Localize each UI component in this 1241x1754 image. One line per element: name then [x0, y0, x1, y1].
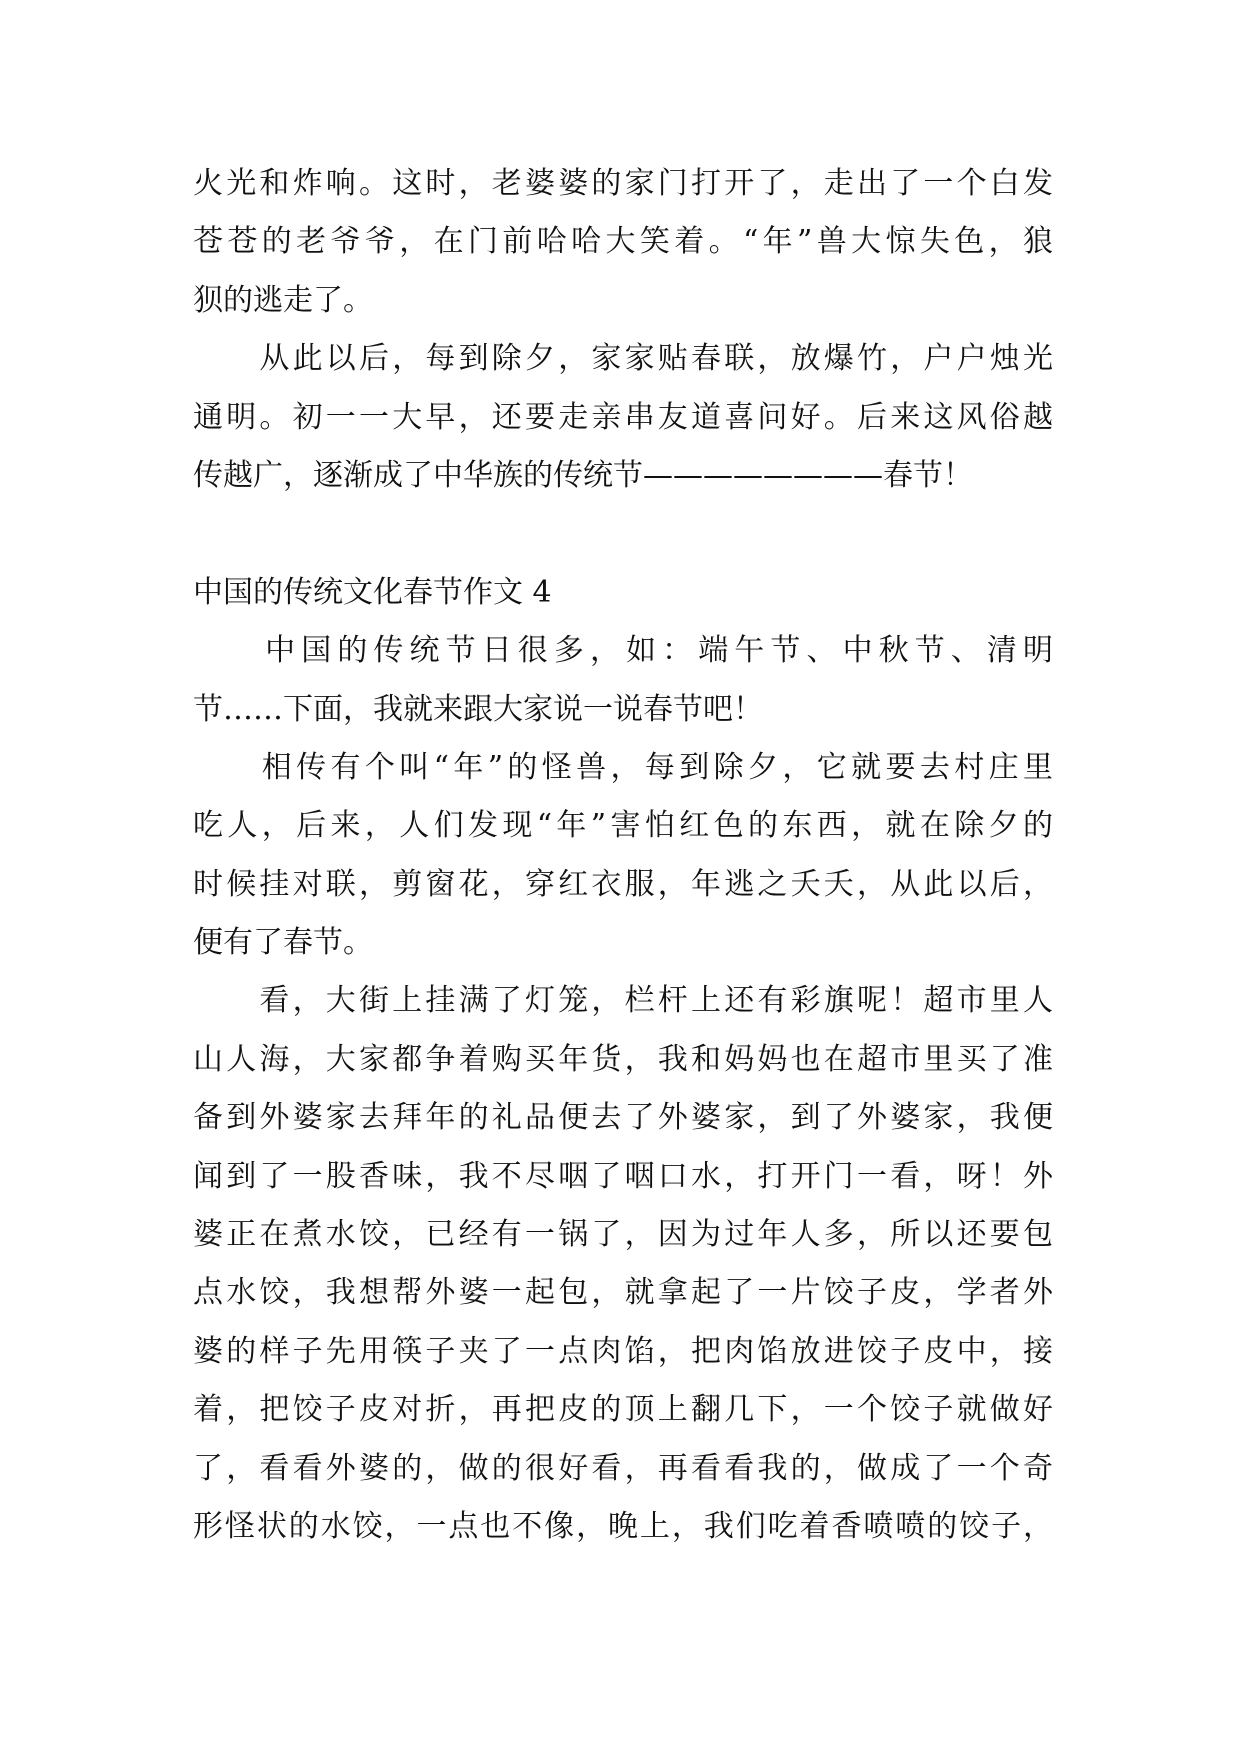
section-title — [193, 564, 1053, 622]
text-line: 节……下面，我就来跟大家说一说春节吧！ — [193, 691, 763, 727]
text-line: 点水饺，我想帮外婆一起包，就拿起了一片饺子皮，学者外 — [193, 1275, 1053, 1311]
text-line: 了，看看外婆的，做的很好看，再看看我的，做成了一个奇 — [193, 1450, 1053, 1486]
text-line: 从此以后，每到除夕，家家贴春联，放爆竹，户户烛光 — [193, 341, 1053, 377]
text-line: 苍苍的老爷爷，在门前哈哈大笑着。“年”兽大惊失色，狼 — [193, 224, 1053, 260]
text-line: 通明。初一一大早，还要走亲串友道喜问好。后来这风俗越 — [193, 399, 1053, 435]
text-line: 传越广，逐渐成了中华族的传统节————————春节！ — [193, 457, 973, 493]
text-line: 着，把饺子皮对折，再把皮的顶上翻几下，一个饺子就做好 — [193, 1392, 1053, 1428]
paragraph — [193, 155, 1053, 330]
text-line: 相传有个叫“年”的怪兽，每到除夕，它就要去村庄里 — [193, 749, 1053, 785]
blank-line — [193, 505, 1053, 563]
text-line: 山人海，大家都争着购买年货，我和妈妈也在超市里买了准 — [193, 1041, 1053, 1077]
text-line: 时候挂对联，剪窗花，穿红衣服，年逃之夭夭，从此以后， — [193, 866, 1053, 902]
text-line: 婆的样子先用筷子夹了一点肉馅，把肉馅放进饺子皮中，接 — [193, 1333, 1053, 1369]
paragraph — [193, 739, 1053, 973]
document-page — [193, 155, 1053, 1556]
text-line: 便有了春节。 — [193, 925, 373, 961]
paragraph — [193, 972, 1053, 1556]
title-text: 中国的传统文化春节作文 4 — [193, 574, 552, 610]
text-line: 形怪状的水饺，一点也不像，晚上，我们吃着香喷喷的饺子， — [193, 1508, 1053, 1544]
paragraph — [193, 330, 1053, 505]
text-line: 狈的逃走了。 — [193, 282, 373, 318]
text-line: 火光和炸响。这时，老婆婆的家门打开了，走出了一个白发 — [193, 166, 1053, 201]
paragraph — [193, 622, 1053, 739]
text-line: 闻到了一股香味，我不尽咽了咽口水，打开门一看，呀！外 — [193, 1158, 1053, 1194]
text-line: 备到外婆家去拜年的礼品便去了外婆家，到了外婆家，我便 — [193, 1100, 1053, 1136]
text-line: 看，大街上挂满了灯笼，栏杆上还有彩旗呢！超市里人 — [193, 983, 1053, 1019]
text-line: 吃人，后来，人们发现“年”害怕红色的东西，就在除夕的 — [193, 808, 1053, 844]
text-line: 中国的传统节日很多，如：端午节、中秋节、清明 — [193, 633, 1053, 669]
text-line: 婆正在煮水饺，已经有一锅了，因为过年人多，所以还要包 — [193, 1217, 1053, 1253]
